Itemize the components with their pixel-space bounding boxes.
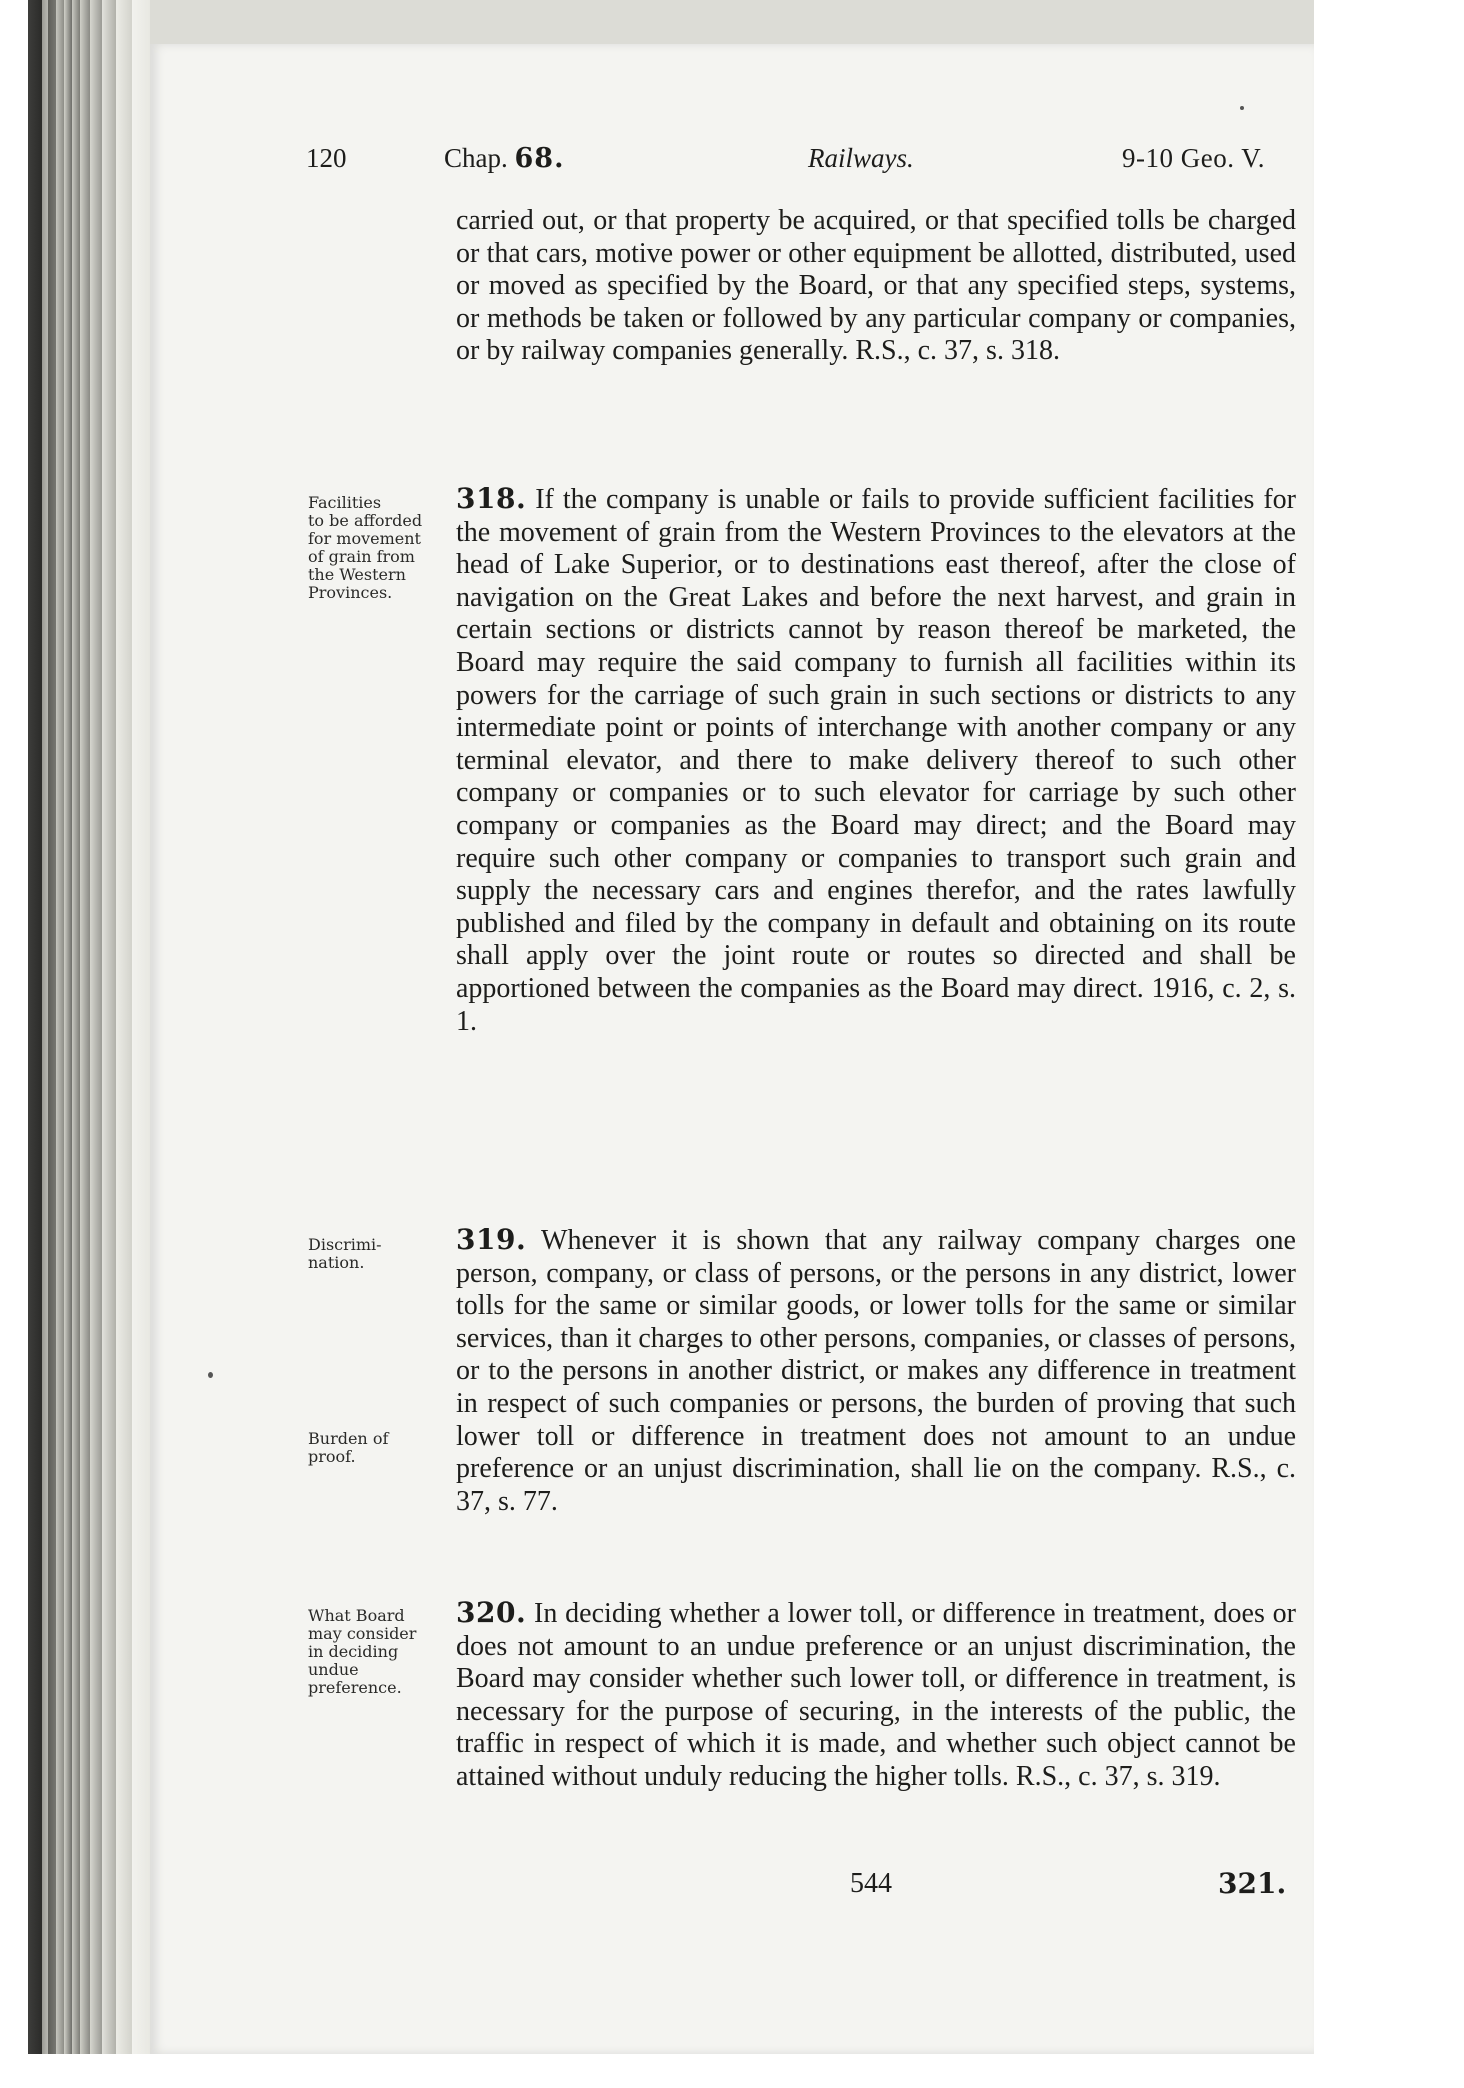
margin-note-319-discrimination bbox=[308, 1236, 448, 1272]
book-binding bbox=[0, 0, 150, 2088]
continuation-text: carried out, or that property be acquired, or that specified tolls be charged or that cars, motive power or other equipment be allotted, distributed, used or moved as specified by the Board, or that any specified steps, systems, or methods be taken or followed by any particular company or companies, or by railway companies generally. R.S., c. 37, s. 318. bbox=[456, 205, 1296, 367]
margin-note-319-burden bbox=[308, 1430, 448, 1466]
section-text: Whenever it is shown that any railway company charges one person, company, or class of persons, or the persons in any district, lower tolls for the same or similar goods, or lower tolls for the same or similar services, than it charges to other persons, companies, or classes of persons, or to the persons in another district, or makes any difference in treatment in respect of such companies or persons, the burden of proving that such lower toll or difference in treatment does not amount to an undue preference or an unjust discrimination, shall lie on the company. R.S., c. 37, s. 77. bbox=[456, 1225, 1296, 1517]
margin-note-line: Burden of bbox=[308, 1429, 389, 1448]
footer-page-reference: 544 bbox=[850, 1868, 892, 1899]
margin-note-line: proof. bbox=[308, 1447, 356, 1466]
section-number: 319. bbox=[456, 1223, 527, 1256]
regnal-year: 9-10 Geo. V. bbox=[1122, 143, 1266, 173]
margin-note-line: of grain from bbox=[308, 547, 415, 566]
margin-note-line: nation. bbox=[308, 1253, 365, 1272]
section-text: In deciding whether a lower toll, or difference in treatment, does or does not amount to an undue preference or an unjust discrimination, the Board may consider whether such lower toll, or difference in treatment, is necessary for the purpose of securing, in the interests of the public, the traffic in respect of which it is made, and whether such object cannot be attained without unduly reducing the higher tolls. R.S., c. 37, s. 319. bbox=[456, 1598, 1296, 1792]
margin-note-line: for movement bbox=[308, 529, 421, 548]
section-text: If the company is unable or fails to provide sufficient facilities for the movement of grain from the Western Provinces to the elevators at the head of Lake Superior, or to destinations east thereof, after the close of navigation on the Great Lakes and before the next harvest, and grain in certain sections or districts cannot by reason thereof be marketed, the Board may require the said company to furnish all facilities within its powers for the carriage of such grain in such sections or districts to any intermediate point or points of interchange with another company or any terminal elevator, and there to make delivery thereof to such other company or companies or to such elevator for carriage by such other company or companies as the Board may direct; and the Board may require such other company or companies to transport such grain and supply the necessary cars and engines therefor, and the rates lawfully published and filed by the company in default and obtaining on its route shall apply over the joint route or routes so directed and shall be apportioned between the companies as the Board may direct. 1916, c. 2, s. 1. bbox=[456, 484, 1296, 1037]
ink-speck bbox=[1240, 106, 1244, 110]
footer-next-section: 321. bbox=[1218, 1867, 1287, 1900]
section-paragraph bbox=[456, 1597, 1296, 1794]
section-318 bbox=[456, 483, 1296, 1038]
margin-note-line: in deciding bbox=[308, 1642, 399, 1661]
section-number: 318. bbox=[456, 482, 527, 515]
continuation-paragraph bbox=[456, 205, 1296, 368]
margin-note-line: What Board bbox=[308, 1606, 405, 1625]
margin-note-line: Provinces. bbox=[308, 583, 393, 602]
section-319 bbox=[456, 1224, 1296, 1518]
scan-margin-right bbox=[1314, 0, 1464, 2088]
margin-note-line: Facilities bbox=[308, 493, 382, 512]
chapter-label: Chap. bbox=[444, 143, 508, 173]
running-title: Railways. bbox=[808, 143, 914, 173]
margin-note-318 bbox=[308, 494, 448, 602]
chapter-number: 68. bbox=[514, 143, 565, 174]
ink-speck bbox=[208, 1372, 213, 1378]
margin-note-line: to be afforded bbox=[308, 511, 423, 530]
page-number: 120 bbox=[306, 143, 347, 173]
margin-note-line: Discrimi- bbox=[308, 1235, 382, 1254]
section-320 bbox=[456, 1597, 1296, 1794]
margin-note-line: may consider bbox=[308, 1624, 417, 1643]
section-paragraph bbox=[456, 483, 1296, 1038]
scan-margin-bottom bbox=[0, 2054, 1464, 2088]
section-paragraph bbox=[456, 1224, 1296, 1518]
chapter-heading bbox=[444, 138, 564, 178]
margin-note-320 bbox=[308, 1607, 448, 1697]
section-number: 320. bbox=[456, 1596, 527, 1629]
margin-note-line: undue bbox=[308, 1660, 359, 1679]
margin-note-line: preference. bbox=[308, 1678, 402, 1697]
margin-note-line: the Western bbox=[308, 565, 406, 584]
